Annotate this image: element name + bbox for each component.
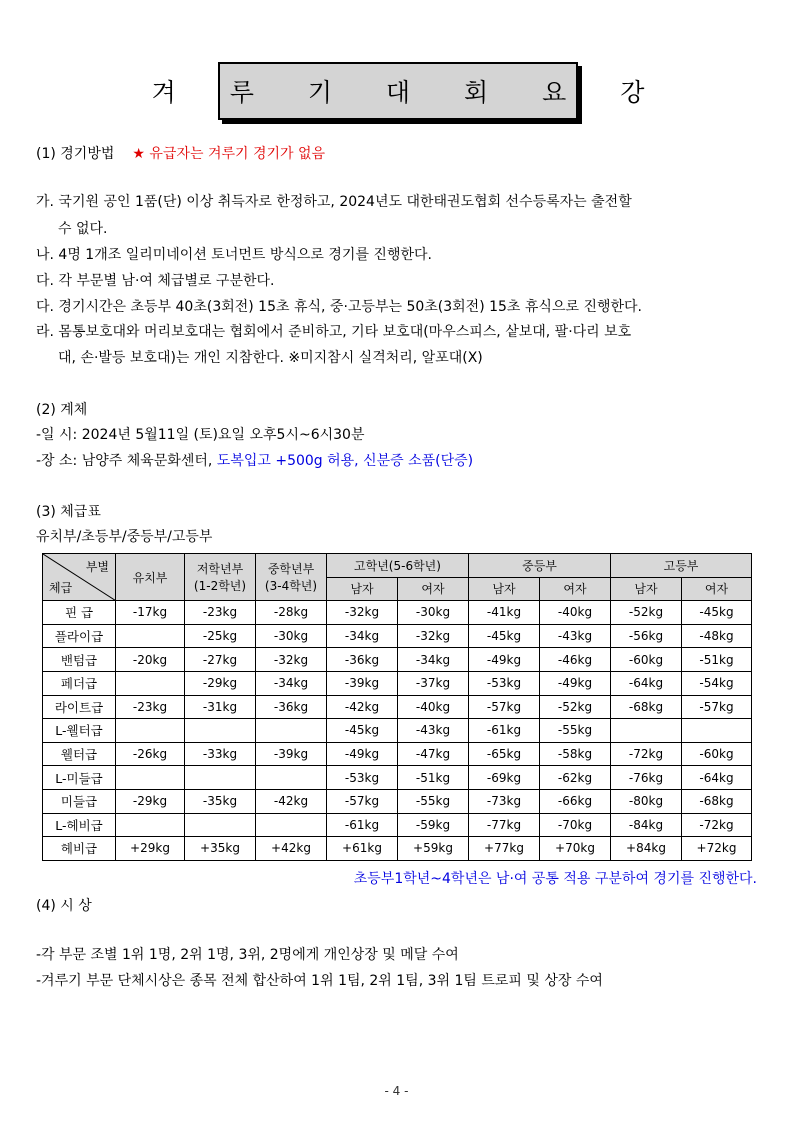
section1-item-5-cont: 대, 손·발등 보호대)는 개인 지참한다. ※미지참시 실격처리, 알포대(X)	[58, 350, 483, 366]
weight-cell: +42kg	[256, 837, 327, 861]
weight-cell: -33kg	[185, 742, 256, 766]
table-row	[43, 601, 752, 625]
weight-cell: -32kg	[327, 601, 398, 625]
weight-cell	[116, 719, 185, 743]
section2-date: -일 시: 2024년 5월11일 (토)요일 오후5시~6시30분	[36, 427, 365, 443]
weight-cell	[116, 813, 185, 837]
weight-cell: -57kg	[327, 789, 398, 813]
section1-item-4: 다. 경기시간은 초등부 40초(3회전) 15초 휴식, 중·고등부는 50초(3회전) 15초 휴식으로 진행한다.	[36, 299, 642, 315]
weight-class-name: 플라이급	[43, 624, 116, 648]
weight-cell: +61kg	[327, 837, 398, 861]
table-row	[43, 837, 752, 861]
weight-class-name: 핀 급	[43, 601, 116, 625]
section4-heading: (4) 시 상	[36, 898, 92, 914]
weight-cell: -57kg	[682, 695, 752, 719]
weight-cell: +77kg	[469, 837, 540, 861]
weight-class-name: 웰터급	[43, 742, 116, 766]
weight-cell: -49kg	[327, 742, 398, 766]
weight-cell: +84kg	[611, 837, 682, 861]
weight-cell: -46kg	[540, 648, 611, 672]
weight-cell	[185, 719, 256, 743]
header-low-grade-sub: (1-2학년)	[193, 579, 247, 594]
section1-item-1-cont: 수 없다.	[58, 221, 108, 237]
weight-cell: -52kg	[540, 695, 611, 719]
table-footnote: 초등부1학년~4학년은 남·여 공통 적용 구분하여 경기를 진행한다.	[353, 871, 757, 887]
corner-header-top: 부별	[85, 560, 109, 574]
weight-cell: -56kg	[611, 624, 682, 648]
table-row	[43, 813, 752, 837]
weight-cell: -20kg	[116, 648, 185, 672]
weight-cell: -53kg	[469, 671, 540, 695]
weight-cell: +59kg	[398, 837, 469, 861]
section2-heading: (2) 계체	[36, 402, 88, 418]
weight-cell: +72kg	[682, 837, 752, 861]
weight-cell: -47kg	[398, 742, 469, 766]
weight-cell	[185, 813, 256, 837]
weight-cell: -64kg	[611, 671, 682, 695]
weight-class-name: 라이트급	[43, 695, 116, 719]
weight-cell: -64kg	[682, 766, 752, 790]
weight-cell	[116, 624, 185, 648]
weight-class-name: 페더급	[43, 671, 116, 695]
weight-cell: -55kg	[398, 789, 469, 813]
weight-cell: -32kg	[256, 648, 327, 672]
header-kinder: 유치부	[116, 554, 185, 601]
weight-cell: -29kg	[116, 789, 185, 813]
weight-cell: -62kg	[540, 766, 611, 790]
weight-cell: -43kg	[540, 624, 611, 648]
weight-cell: -42kg	[256, 789, 327, 813]
weight-cell: -40kg	[398, 695, 469, 719]
section3-heading: (3) 체급표	[36, 504, 101, 520]
table-row	[43, 742, 752, 766]
weight-class-table	[42, 553, 752, 861]
weight-cell: -17kg	[116, 601, 185, 625]
weight-class-name: 미들급	[43, 789, 116, 813]
weight-cell: -45kg	[327, 719, 398, 743]
header-high-grade: 고학년(5-6학년)	[327, 554, 469, 578]
weight-cell: -27kg	[185, 648, 256, 672]
section1-item-5: 라. 몸통보호대와 머리보호대는 협회에서 준비하고, 기타 보호대(마우스피스, 샅보대, 팔·다리 보호	[36, 324, 632, 340]
weight-cell: -25kg	[185, 624, 256, 648]
weight-cell: -61kg	[469, 719, 540, 743]
weight-cell: -43kg	[398, 719, 469, 743]
weight-cell: -28kg	[256, 601, 327, 625]
weight-cell: -30kg	[256, 624, 327, 648]
section3-subheading: 유치부/초등부/중등부/고등부	[36, 529, 213, 545]
table-row	[43, 766, 752, 790]
weight-cell: -84kg	[611, 813, 682, 837]
weight-cell: -66kg	[540, 789, 611, 813]
weight-cell: -51kg	[398, 766, 469, 790]
header-middle-school-male: 남자	[469, 577, 540, 601]
section1-item-2: 나. 4명 1개조 일리미네이션 토너먼트 방식으로 경기를 진행한다.	[36, 247, 432, 263]
weight-cell: -53kg	[327, 766, 398, 790]
weight-cell: -34kg	[327, 624, 398, 648]
weight-cell: -72kg	[611, 742, 682, 766]
weight-cell: -39kg	[256, 742, 327, 766]
table-row	[43, 624, 752, 648]
header-high-school-male: 남자	[611, 577, 682, 601]
weight-cell: -54kg	[682, 671, 752, 695]
weight-cell: -36kg	[256, 695, 327, 719]
weight-cell: -45kg	[682, 601, 752, 625]
weight-cell: -26kg	[116, 742, 185, 766]
weight-cell: -48kg	[682, 624, 752, 648]
table-row	[43, 789, 752, 813]
table-row	[43, 671, 752, 695]
table-row	[43, 719, 752, 743]
section2-place-note: 도복입고 +500g 허용, 신분증 소품(단증)	[216, 453, 474, 469]
weight-cell	[682, 719, 752, 743]
header-high-grade-female: 여자	[398, 577, 469, 601]
weight-cell	[611, 719, 682, 743]
header-middle-school: 중등부	[469, 554, 611, 578]
weight-cell: -32kg	[398, 624, 469, 648]
section1-item-1: 가. 국기원 공인 1품(단) 이상 취득자로 한정하고, 2024년도 대한태권도협회 선수등록자는 출전할	[36, 194, 632, 210]
weight-cell: -40kg	[540, 601, 611, 625]
table-row	[43, 648, 752, 672]
weight-cell: +35kg	[185, 837, 256, 861]
section1-item-3: 다. 각 부문별 남·여 체급별로 구분한다.	[36, 273, 275, 289]
weight-cell: -51kg	[682, 648, 752, 672]
weight-cell: +29kg	[116, 837, 185, 861]
weight-cell: -70kg	[540, 813, 611, 837]
weight-cell: -80kg	[611, 789, 682, 813]
weight-cell: -42kg	[327, 695, 398, 719]
weight-cell	[256, 766, 327, 790]
weight-cell: -23kg	[116, 695, 185, 719]
weight-cell: -59kg	[398, 813, 469, 837]
weight-table-body	[43, 601, 752, 861]
weight-cell	[185, 766, 256, 790]
document-title: 겨 루 기 대 회 요 강	[218, 62, 578, 120]
weight-cell: -68kg	[682, 789, 752, 813]
weight-cell: -69kg	[469, 766, 540, 790]
header-mid-grade-sub: (3-4학년)	[264, 579, 318, 594]
weight-cell: -23kg	[185, 601, 256, 625]
section4-item-2: -겨루기 부문 단체시상은 종목 전체 합산하여 1위 1팀, 2위 1팀, 3위 1팀 트로피 및 상장 수여	[36, 973, 603, 989]
weight-cell: -68kg	[611, 695, 682, 719]
table-row	[43, 695, 752, 719]
weight-cell: -73kg	[469, 789, 540, 813]
section1-heading-line	[36, 145, 325, 163]
weight-cell: -29kg	[185, 671, 256, 695]
weight-cell: -55kg	[540, 719, 611, 743]
weight-class-name: 헤비급	[43, 837, 116, 861]
header-high-school-female: 여자	[682, 577, 752, 601]
weight-cell	[116, 766, 185, 790]
header-low-grade-label: 저학년부	[196, 562, 244, 577]
weight-cell: -77kg	[469, 813, 540, 837]
weight-cell: -60kg	[682, 742, 752, 766]
weight-cell: -58kg	[540, 742, 611, 766]
weight-cell: -60kg	[611, 648, 682, 672]
header-middle-school-female: 여자	[540, 577, 611, 601]
weight-cell	[256, 719, 327, 743]
header-high-school: 고등부	[611, 554, 752, 578]
weight-cell: -35kg	[185, 789, 256, 813]
weight-cell: -31kg	[185, 695, 256, 719]
section4-item-1: -각 부문 조별 1위 1명, 2위 1명, 3위, 2명에게 개인상장 및 메달 수여	[36, 947, 459, 963]
weight-cell: -37kg	[398, 671, 469, 695]
weight-cell: -36kg	[327, 648, 398, 672]
weight-cell: -45kg	[469, 624, 540, 648]
weight-cell: -57kg	[469, 695, 540, 719]
header-high-grade-male: 남자	[327, 577, 398, 601]
weight-cell: -61kg	[327, 813, 398, 837]
section1-heading: (1) 경기방법	[36, 146, 115, 162]
weight-cell: -30kg	[398, 601, 469, 625]
weight-class-name: 밴텀급	[43, 648, 116, 672]
weight-cell: -49kg	[540, 671, 611, 695]
weight-class-name: L-웰터급	[43, 719, 116, 743]
weight-cell: -34kg	[256, 671, 327, 695]
page-number: - 4 -	[384, 1084, 409, 1098]
weight-cell: -72kg	[682, 813, 752, 837]
weight-cell: -49kg	[469, 648, 540, 672]
weight-cell	[116, 671, 185, 695]
weight-cell: -52kg	[611, 601, 682, 625]
section2-place-line	[36, 452, 473, 470]
section2-place: -장 소: 남양주 체육문화센터,	[36, 453, 213, 469]
section1-star-note: ★ 유급자는 겨루기 경기가 없음	[132, 146, 326, 162]
corner-header-bottom: 체급	[49, 581, 73, 596]
weight-cell	[256, 813, 327, 837]
weight-class-name: L-미들급	[43, 766, 116, 790]
header-mid-grade-label: 중학년부	[267, 562, 315, 577]
weight-cell: -39kg	[327, 671, 398, 695]
weight-cell: -65kg	[469, 742, 540, 766]
header-mid-grade	[256, 554, 327, 601]
header-low-grade	[185, 554, 256, 601]
weight-cell: -41kg	[469, 601, 540, 625]
weight-cell: -76kg	[611, 766, 682, 790]
weight-cell: -34kg	[398, 648, 469, 672]
weight-cell: +70kg	[540, 837, 611, 861]
corner-header-cell	[43, 554, 116, 601]
weight-class-name: L-헤비급	[43, 813, 116, 837]
